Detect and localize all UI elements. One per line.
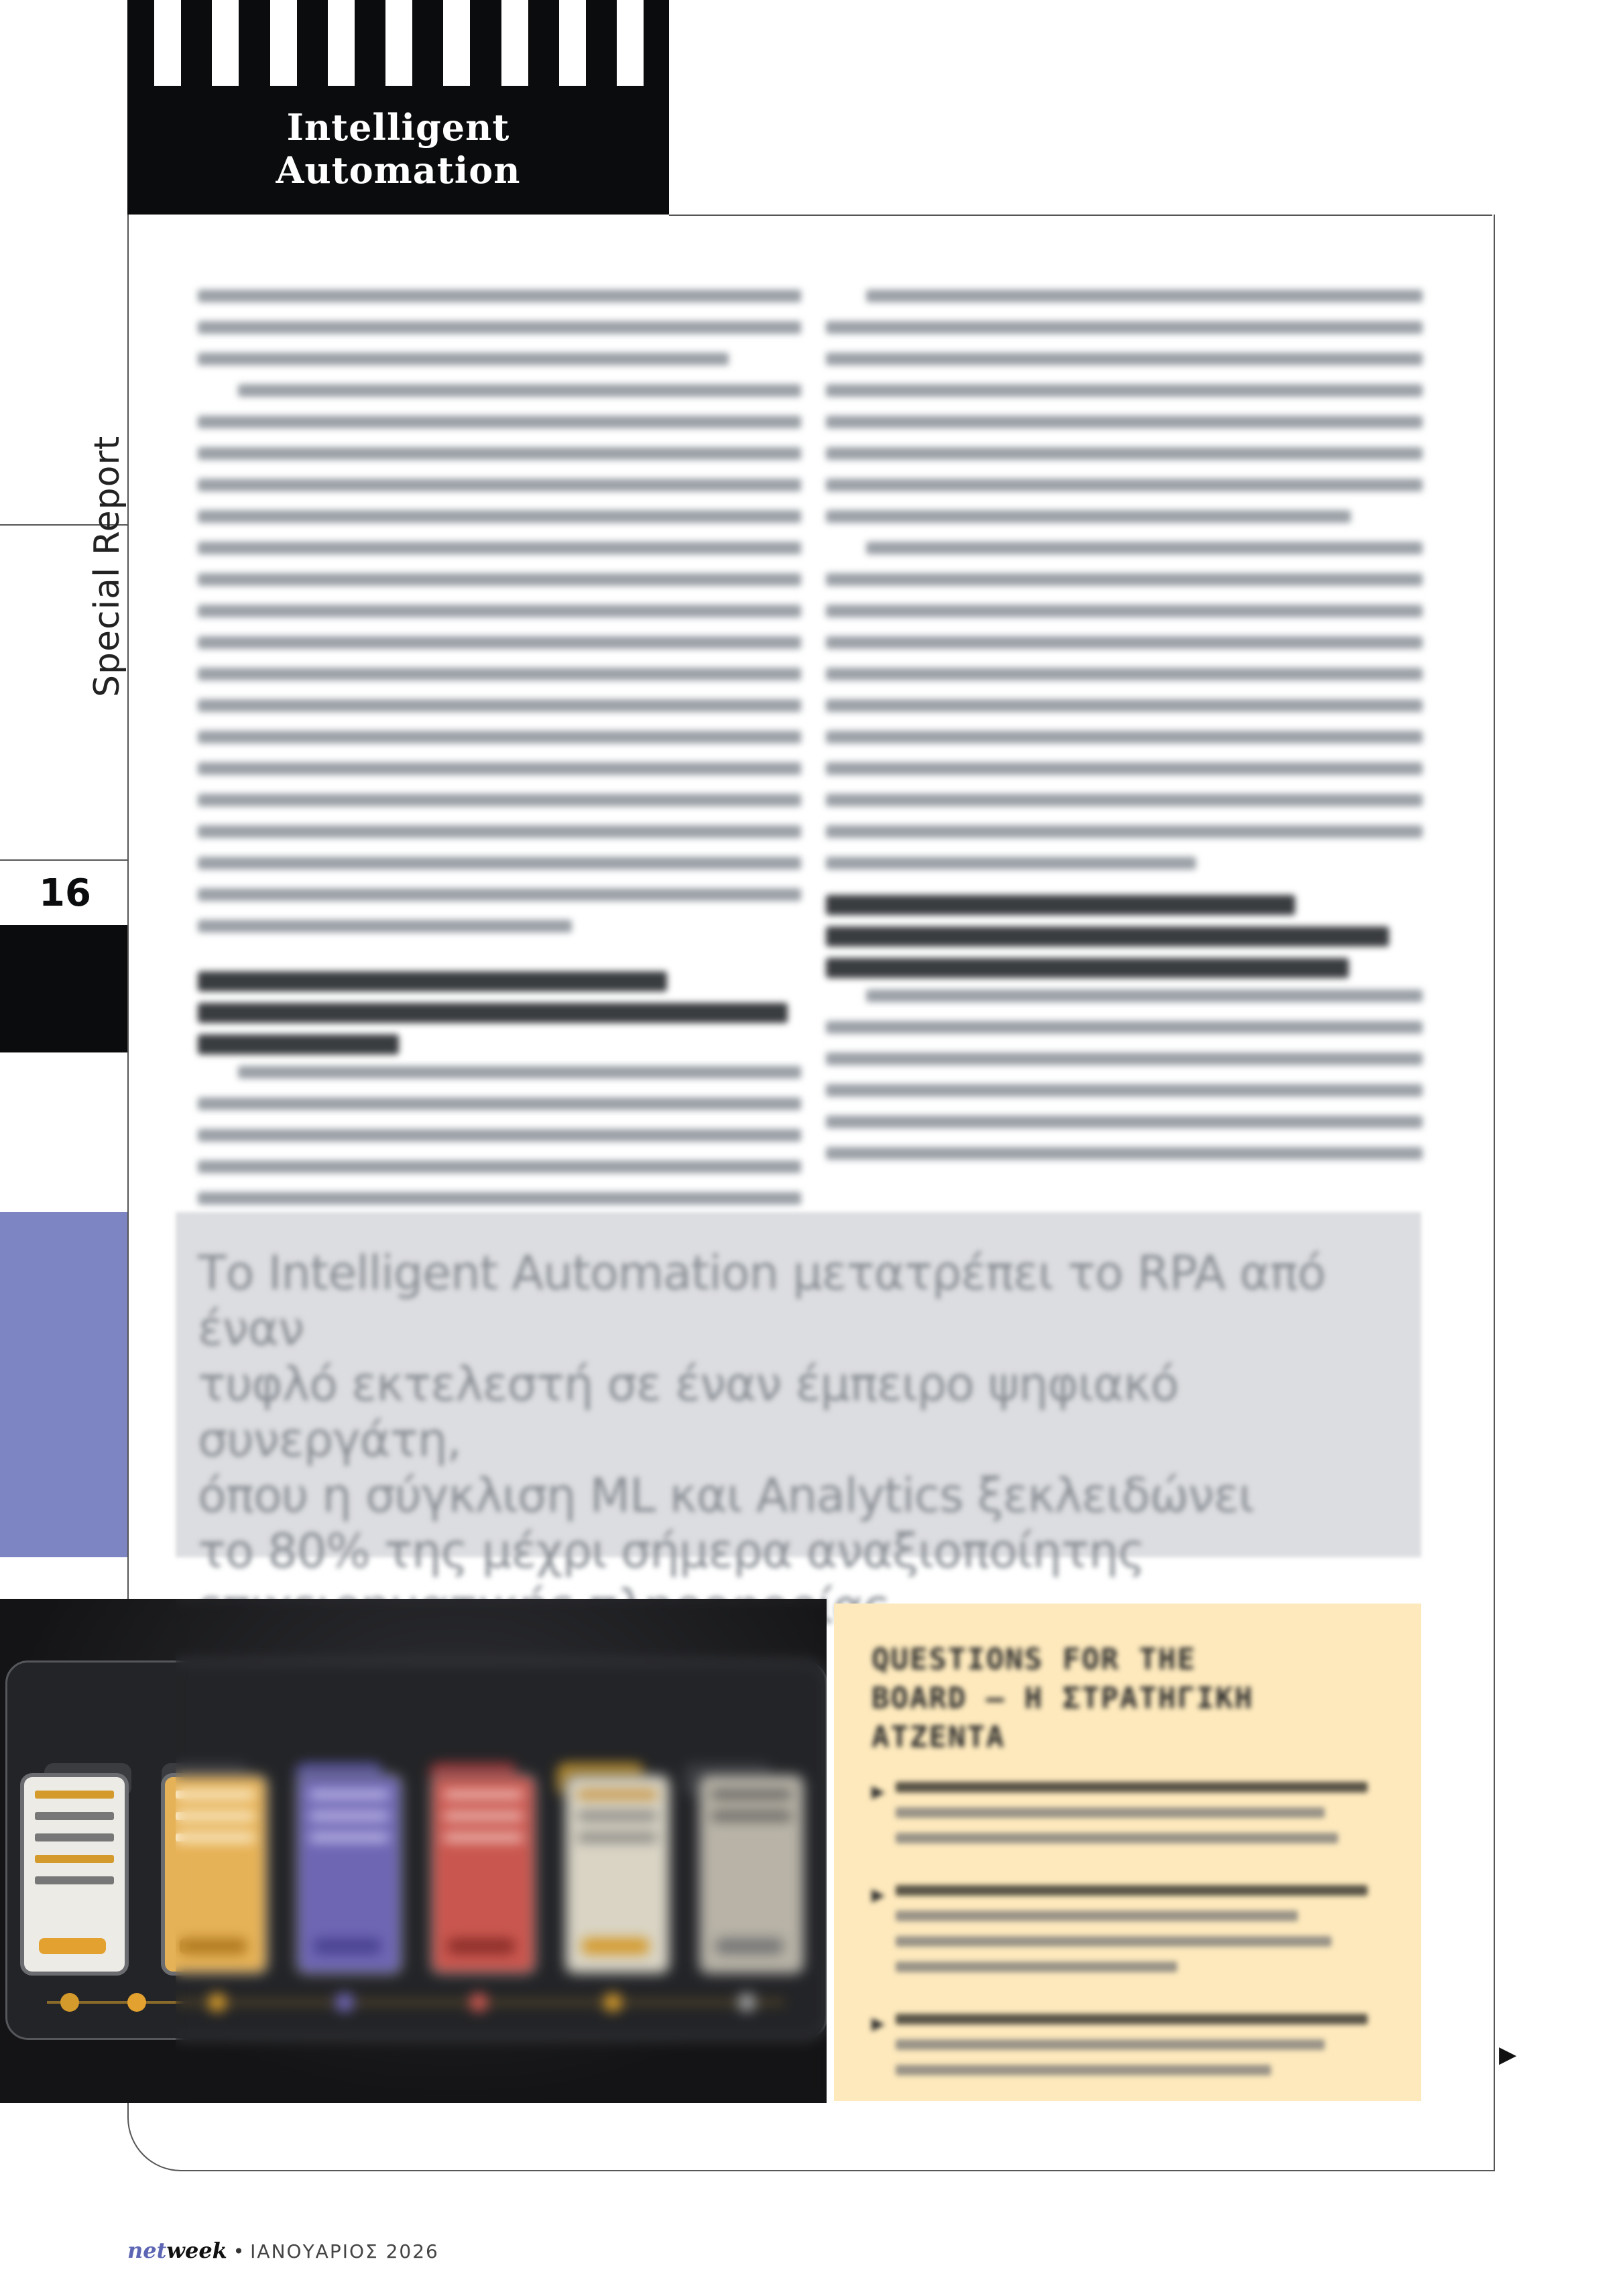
article-column-right [826,290,1423,1179]
brand-logo-week: week [166,2238,227,2263]
subheading [826,958,1349,978]
triangle-bullet-icon: ▶ [871,1782,885,1802]
section-label: Special Report [87,435,127,697]
board-question-item [871,1885,1368,1987]
article-column-left [198,290,801,1286]
issue-date: ΙΑΝΟΥΑΡΙΟΣ 2026 [250,2240,439,2262]
page-footer [127,2238,439,2263]
subheading [826,895,1295,915]
triangle-bullet-icon: ▶ [871,2014,885,2034]
page-number: 16 [39,871,91,915]
board-box-title-line: BOARD – Η ΣΤΡΑΤΗΓΙΚΗ [871,1681,1254,1715]
section-title [127,106,669,192]
brand-logo-net: net [127,2238,167,2263]
pull-quote-line: όπου η σύγκλιση ML και Analytics ξεκλειδώνει [198,1468,1254,1523]
margin-black-tab [0,925,127,1052]
illustration-node [60,1993,79,2012]
pull-quote-line: το 80% της μέχρι σήμερα αναξιοποίητης [198,1524,1145,1579]
section-header [127,0,669,215]
section-title-line1: Intelligent [286,106,510,149]
illustration-blur-overlay [176,1599,827,2103]
subheading [198,1034,399,1054]
board-box-title-line: QUESTIONS FOR THE [871,1642,1197,1677]
illustration-card [20,1773,129,1976]
illustration-node [127,1993,146,2012]
continue-arrow-icon: ▶ [1499,2041,1517,2068]
pull-quote-line: Το Intelligent Automation μετατρέπει το RPA από έναν [198,1246,1326,1356]
board-box-title-line: ΑΤΖΕΝΤΑ [871,1720,1006,1754]
header-stripes [154,0,644,86]
pull-quote-line: τυφλό εκτελεστή σε έναν έμπειρο ψηφιακό συνεργάτη, [198,1357,1179,1467]
subheading [198,971,667,991]
margin-rule [0,859,127,861]
margin-accent-tab [0,1212,127,1557]
pull-quote [198,1246,1404,1635]
board-question-item [871,2014,1368,2090]
frame-top-rule [669,215,1492,216]
board-question-item [871,1782,1368,1858]
footer-separator: • [233,2240,245,2262]
triangle-bullet-icon: ▶ [871,1885,885,1905]
board-box-title [871,1640,1368,1757]
board-questions-box [834,1604,1421,2101]
subheading [826,926,1389,947]
subheading [198,1003,788,1023]
section-title-line2: Automation [276,149,521,192]
